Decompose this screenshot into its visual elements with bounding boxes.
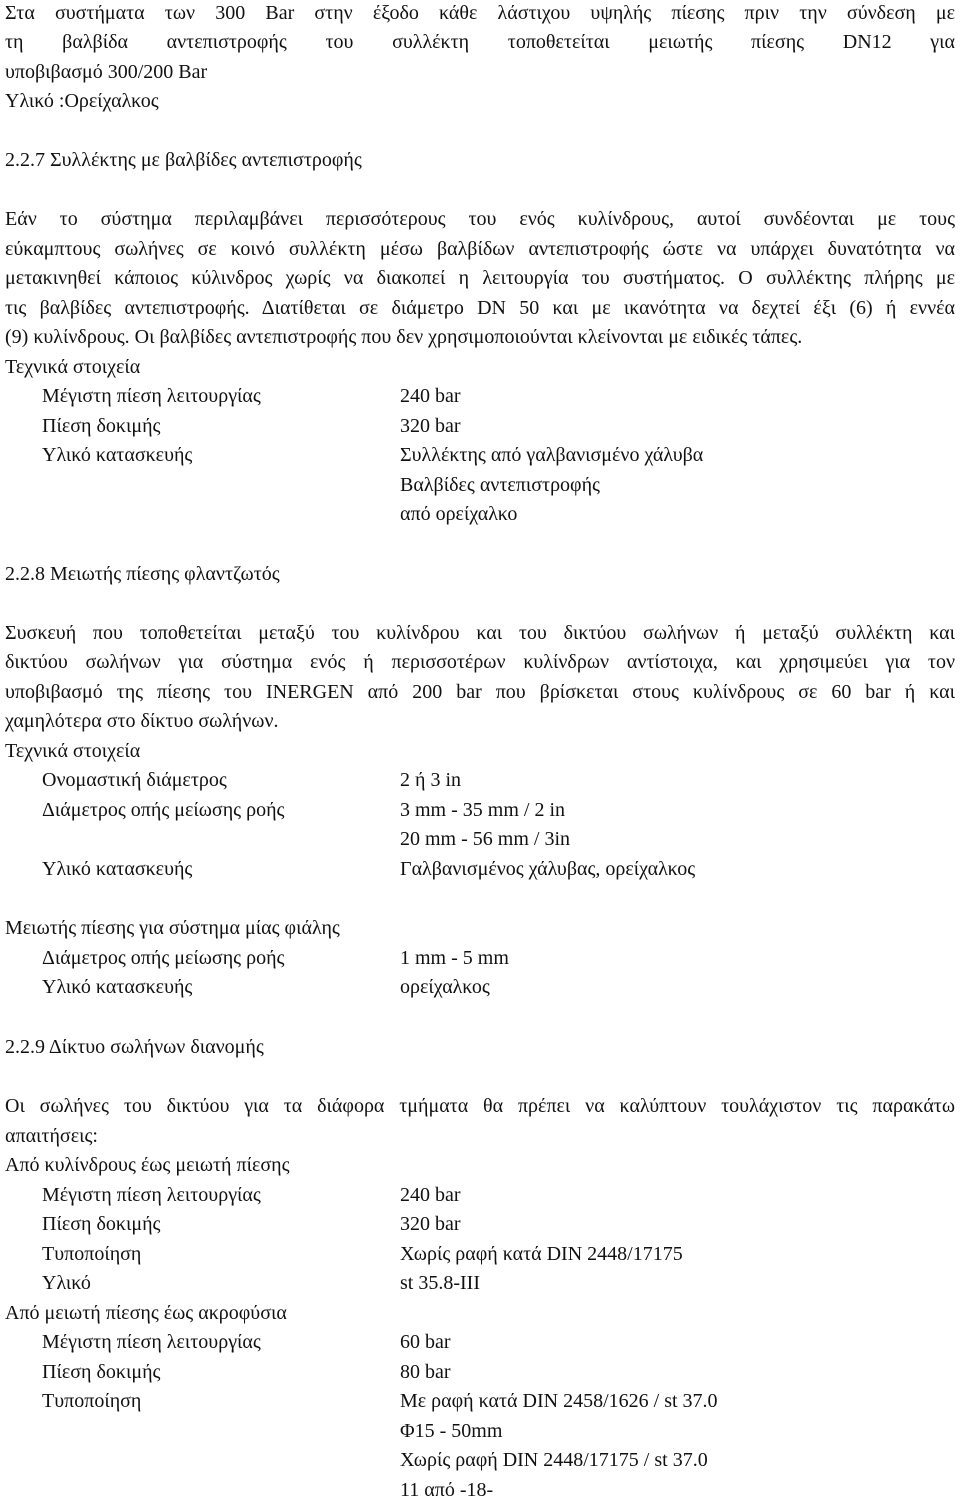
spec-row (0, 442, 960, 468)
intro-line-1: Στα συστήματα των 300 Bar στην έξοδο κάθε λάστιχου υψηλής πίεσης πριν την σύνδεση με (5, 2, 955, 24)
spec-row (0, 1241, 960, 1267)
spec-value: Φ15 - 50mm (400, 1420, 503, 1442)
spec-value: 320 bar (400, 1213, 461, 1235)
spec-value: Χωρίς ραφή DIN 2448/17175 / st 37.0 (400, 1449, 708, 1471)
spec-label: Ονομαστική διάμετρος (42, 769, 227, 791)
spec-label: Μέγιστη πίεση λειτουργίας (42, 1184, 261, 1206)
spec-label: Υλικό (42, 1272, 91, 1294)
s229-para-line-2: απαιτήσεις: (5, 1125, 98, 1147)
s227-para-line-2: εύκαμπτους σωλήνες σε κοινό συλλέκτη μέσω βαλβίδων αντεπιστροφής ώστε να υπάρχει δυνατότητα να (5, 238, 955, 260)
spec-row (0, 1270, 960, 1296)
intro-line-2: τη βαλβίδα αντεπιστροφής του συλλέκτη τοποθετείται μειωτής πίεσης DN12 για (5, 31, 955, 53)
spec-row (0, 826, 960, 852)
intro-line-3: υποβιβασμό 300/200 Bar (5, 61, 208, 83)
spec-value: 320 bar (400, 415, 461, 437)
spec-label: Πίεση δοκιμής (42, 415, 161, 437)
spec-value: Χωρίς ραφή κατά DIN 2448/17175 (400, 1243, 683, 1265)
spec-label: Υλικό κατασκευής (42, 858, 193, 880)
s227-tech-title: Τεχνικά στοιχεία (5, 356, 141, 378)
spec-value: 20 mm - 56 mm / 3in (400, 828, 570, 850)
s227-para-line-4: τις βαλβίδες αντεπιστροφής. Διατίθεται σε διάμετρο DN 50 και με ικανότητα να δεχτεί έξι (6) ή εννέα (5, 297, 955, 319)
spec-value: 80 bar (400, 1361, 451, 1383)
s227-para-line-1: Εάν το σύστημα περιλαμβάνει περισσότερους του ενός κυλίνδρους, αυτοί συνδέονται με τους (5, 208, 955, 230)
spec-label: Τυποποίηση (42, 1243, 142, 1265)
spec-row (0, 1211, 960, 1237)
spec-row (0, 1418, 960, 1444)
intro-line-4: Υλικό :Ορείχαλκος (5, 90, 159, 112)
s227-para-line-3: μετακινηθεί κάποιος κύλινδρος χωρίς να διακοπεί η λειτουργία του συστήματος. Ο συλλέκτης πλήρης με (5, 267, 955, 289)
spec-value: 240 bar (400, 1184, 461, 1206)
spec-value: Συλλέκτης από γαλβανισμένο χάλυβα (400, 444, 704, 466)
spec-row (0, 1182, 960, 1208)
spec-value: 60 bar (400, 1331, 451, 1353)
group2-title: Από μειωτή πίεσης έως ακροφύσια (5, 1302, 287, 1324)
single-cylinder-title: Μειωτής πίεσης για σύστημα μίας φιάλης (5, 917, 340, 939)
spec-value: 240 bar (400, 385, 461, 407)
spec-row (0, 383, 960, 409)
spec-row (0, 1329, 960, 1355)
spec-value: Με ραφή κατά DIN 2458/1626 / st 37.0 (400, 1390, 718, 1412)
s228-para-line-1: Συσκευή που τοποθετείται μεταξύ του κυλίνδρου και του δικτύου σωλήνων ή μεταξύ συλλέκτη και (5, 622, 955, 644)
spec-label: Τυποποίηση (42, 1390, 142, 1412)
spec-row (0, 472, 960, 498)
s228-para-line-4: χαμηλότερα στο δίκτυο σωλήνων. (5, 710, 279, 732)
spec-label: Υλικό κατασκευής (42, 976, 193, 998)
s228-para-line-3: υποβιβασμό της πίεσης του INERGEN από 200 bar που βρίσκεται στους κυλίνδρους σε 60 bar ή και (5, 681, 955, 703)
spec-label: Πίεση δοκιμής (42, 1361, 161, 1383)
s228-tech-title: Τεχνικά στοιχεία (5, 740, 141, 762)
s227-para-line-5: (9) κυλίνδρους. Οι βαλβίδες αντεπιστροφής που δεν χρησιμοποιούνται κλείνονται με ειδικές τάπες. (5, 326, 803, 348)
group1-title: Από κυλίνδρους έως μειωτή πίεσης (5, 1154, 290, 1176)
spec-label: Μέγιστη πίεση λειτουργίας (42, 1331, 261, 1353)
spec-value: 3 mm - 35 mm / 2 in (400, 799, 565, 821)
spec-value: st 35.8-III (400, 1272, 480, 1294)
page-number: 11 από -18- (400, 1479, 494, 1501)
spec-value: Γαλβανισμένος χάλυβας, ορείχαλκος (400, 858, 696, 880)
spec-row (0, 413, 960, 439)
spec-value: ορείχαλκος (400, 976, 490, 998)
spec-row (0, 1447, 960, 1473)
spec-row (0, 974, 960, 1000)
spec-label: Υλικό κατασκευής (42, 444, 193, 466)
spec-label: Πίεση δοκιμής (42, 1213, 161, 1235)
s229-para-line-1: Οι σωλήνες του δικτύου για τα διάφορα τμήματα θα πρέπει να καλύπτουν τουλάχιστον τις παρακάτω (5, 1095, 955, 1117)
section-229-heading: 2.2.9 Δίκτυο σωλήνων διανομής (5, 1036, 264, 1058)
spec-label: Μέγιστη πίεση λειτουργίας (42, 385, 261, 407)
spec-row (0, 501, 960, 527)
spec-row (0, 767, 960, 793)
section-228-heading: 2.2.8 Μειωτής πίεσης φλαντζωτός (5, 563, 280, 585)
spec-value: Βαλβίδες αντεπιστροφής (400, 474, 600, 496)
spec-value: 2 ή 3 in (400, 769, 462, 791)
spec-row (0, 945, 960, 971)
spec-label: Διάμετρος οπής μείωσης ροής (42, 947, 285, 969)
spec-label: Διάμετρος οπής μείωσης ροής (42, 799, 285, 821)
s228-para-line-2: δικτύου σωλήνων για σύστημα ενός ή περισσοτέρων κυλίνδρων αντίστοιχα, και χρησιμεύει για τον (5, 651, 955, 673)
spec-row (0, 1388, 960, 1414)
spec-value: 1 mm - 5 mm (400, 947, 509, 969)
spec-row (0, 1359, 960, 1385)
spec-row (0, 797, 960, 823)
spec-row (0, 856, 960, 882)
section-227-heading: 2.2.7 Συλλέκτης με βαλβίδες αντεπιστροφής (5, 149, 362, 171)
spec-value: από ορείχαλκο (400, 503, 518, 525)
